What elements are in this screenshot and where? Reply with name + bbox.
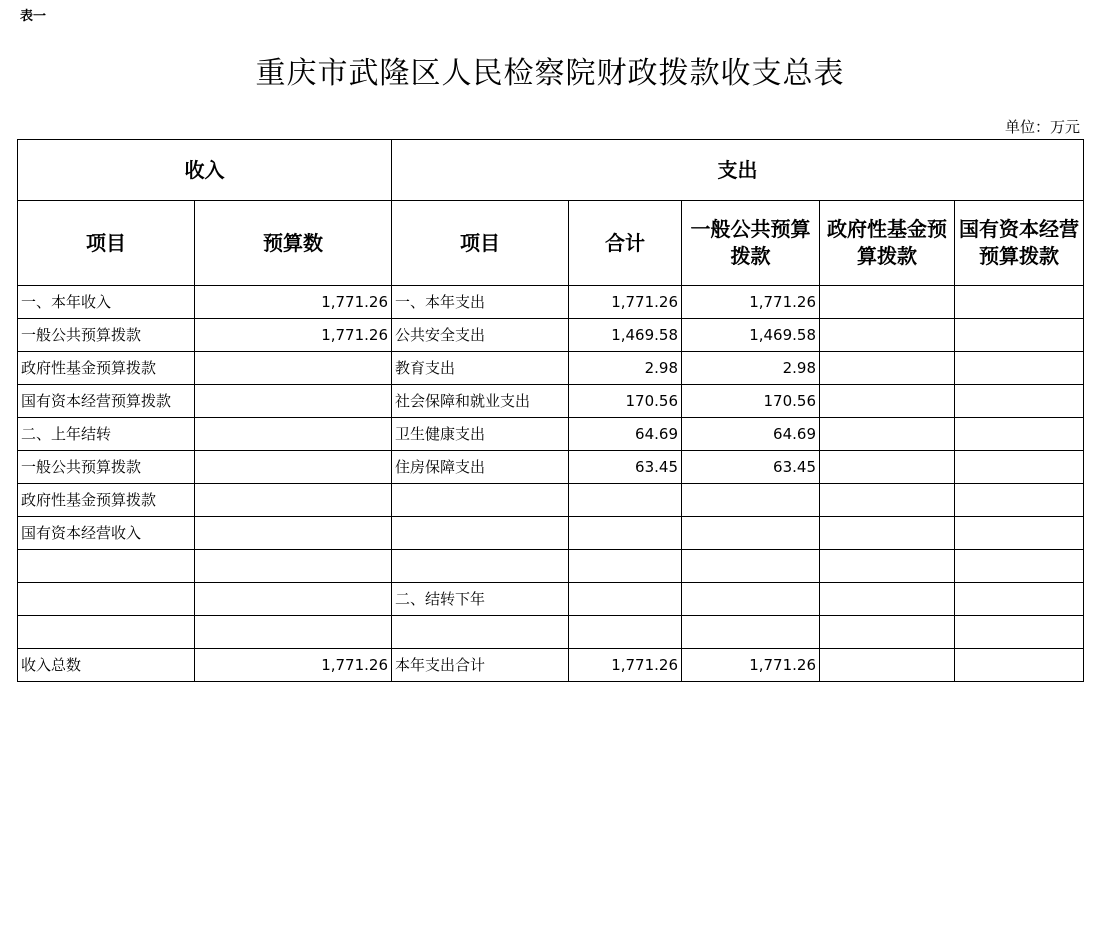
expense-item-cell: 一、本年支出 [392, 286, 569, 319]
total-cell: 64.69 [569, 418, 682, 451]
gov-fund-cell [820, 649, 955, 682]
expense-item-cell: 住房保障支出 [392, 451, 569, 484]
expense-section-header: 支出 [392, 140, 1084, 201]
state-capital-cell [955, 550, 1084, 583]
income-budget-cell [195, 418, 392, 451]
gov-fund-cell [820, 451, 955, 484]
general-public-cell: 1,771.26 [682, 286, 820, 319]
section-header-row [18, 140, 1084, 201]
table-row [18, 385, 1084, 418]
general-public-cell [682, 616, 820, 649]
expense-item-cell [392, 616, 569, 649]
income-budget-cell [195, 550, 392, 583]
gov-fund-cell [820, 517, 955, 550]
income-budget-cell [195, 484, 392, 517]
income-item-cell: 收入总数 [18, 649, 195, 682]
table-body [18, 286, 1084, 682]
gov-fund-cell [820, 583, 955, 616]
income-budget-cell: 1,771.26 [195, 286, 392, 319]
column-header-gov-fund: 政府性基金预算拨款 [820, 201, 955, 286]
gov-fund-cell [820, 616, 955, 649]
income-budget-cell [195, 385, 392, 418]
budget-table [17, 139, 1084, 682]
expense-item-cell: 卫生健康支出 [392, 418, 569, 451]
state-capital-cell [955, 583, 1084, 616]
income-item-cell: 国有资本经营预算拨款 [18, 385, 195, 418]
general-public-cell [682, 484, 820, 517]
state-capital-cell [955, 451, 1084, 484]
gov-fund-cell [820, 319, 955, 352]
general-public-cell: 2.98 [682, 352, 820, 385]
general-public-cell: 170.56 [682, 385, 820, 418]
state-capital-cell [955, 418, 1084, 451]
income-budget-cell [195, 451, 392, 484]
state-capital-cell [955, 649, 1084, 682]
income-budget-cell [195, 616, 392, 649]
column-header-general-public: 一般公共预算拨款 [682, 201, 820, 286]
table-row [18, 352, 1084, 385]
total-cell [569, 550, 682, 583]
state-capital-cell [955, 319, 1084, 352]
income-item-cell: 二、上年结转 [18, 418, 195, 451]
state-capital-cell [955, 616, 1084, 649]
column-header-expense-item: 项目 [392, 201, 569, 286]
income-item-cell [18, 616, 195, 649]
income-item-cell: 一般公共预算拨款 [18, 451, 195, 484]
expense-item-cell: 公共安全支出 [392, 319, 569, 352]
table-row [18, 517, 1084, 550]
expense-item-cell [392, 517, 569, 550]
table-row [18, 583, 1084, 616]
income-item-cell [18, 583, 195, 616]
column-header-income-item: 项目 [18, 201, 195, 286]
total-cell: 1,469.58 [569, 319, 682, 352]
table-row [18, 319, 1084, 352]
unit-label: 单位：万元 [1004, 118, 1080, 136]
total-cell [569, 616, 682, 649]
income-budget-cell: 1,771.26 [195, 649, 392, 682]
total-cell: 63.45 [569, 451, 682, 484]
expense-item-cell: 社会保障和就业支出 [392, 385, 569, 418]
column-header-state-capital: 国有资本经营预算拨款 [955, 201, 1084, 286]
state-capital-cell [955, 352, 1084, 385]
state-capital-cell [955, 484, 1084, 517]
total-cell: 2.98 [569, 352, 682, 385]
gov-fund-cell [820, 352, 955, 385]
column-header-row [18, 201, 1084, 286]
general-public-cell [682, 517, 820, 550]
general-public-cell: 1,771.26 [682, 649, 820, 682]
table-row [18, 649, 1084, 682]
total-cell: 170.56 [569, 385, 682, 418]
table-row [18, 418, 1084, 451]
total-cell [569, 583, 682, 616]
gov-fund-cell [820, 484, 955, 517]
income-budget-cell: 1,771.26 [195, 319, 392, 352]
column-header-total: 合计 [569, 201, 682, 286]
expense-item-cell [392, 550, 569, 583]
total-cell [569, 484, 682, 517]
income-item-cell: 政府性基金预算拨款 [18, 484, 195, 517]
table-row [18, 286, 1084, 319]
gov-fund-cell [820, 418, 955, 451]
general-public-cell: 63.45 [682, 451, 820, 484]
income-budget-cell [195, 583, 392, 616]
total-cell [569, 517, 682, 550]
sheet-label: 表一 [20, 9, 47, 24]
table-row [18, 451, 1084, 484]
income-item-cell: 政府性基金预算拨款 [18, 352, 195, 385]
income-item-cell: 国有资本经营收入 [18, 517, 195, 550]
page-title: 重庆市武隆区人民检察院财政拨款收支总表 [255, 56, 845, 91]
total-cell: 1,771.26 [569, 286, 682, 319]
income-item-cell: 一般公共预算拨款 [18, 319, 195, 352]
gov-fund-cell [820, 550, 955, 583]
state-capital-cell [955, 385, 1084, 418]
gov-fund-cell [820, 286, 955, 319]
expense-item-cell: 教育支出 [392, 352, 569, 385]
total-cell: 1,771.26 [569, 649, 682, 682]
state-capital-cell [955, 286, 1084, 319]
general-public-cell: 64.69 [682, 418, 820, 451]
expense-item-cell: 本年支出合计 [392, 649, 569, 682]
general-public-cell [682, 550, 820, 583]
general-public-cell: 1,469.58 [682, 319, 820, 352]
expense-item-cell [392, 484, 569, 517]
table-row [18, 616, 1084, 649]
expense-item-cell: 二、结转下年 [392, 583, 569, 616]
state-capital-cell [955, 517, 1084, 550]
table-row [18, 550, 1084, 583]
income-budget-cell [195, 517, 392, 550]
general-public-cell [682, 583, 820, 616]
table-row [18, 484, 1084, 517]
gov-fund-cell [820, 385, 955, 418]
income-section-header: 收入 [18, 140, 392, 201]
income-budget-cell [195, 352, 392, 385]
income-item-cell: 一、本年收入 [18, 286, 195, 319]
column-header-income-budget: 预算数 [195, 201, 392, 286]
income-item-cell [18, 550, 195, 583]
